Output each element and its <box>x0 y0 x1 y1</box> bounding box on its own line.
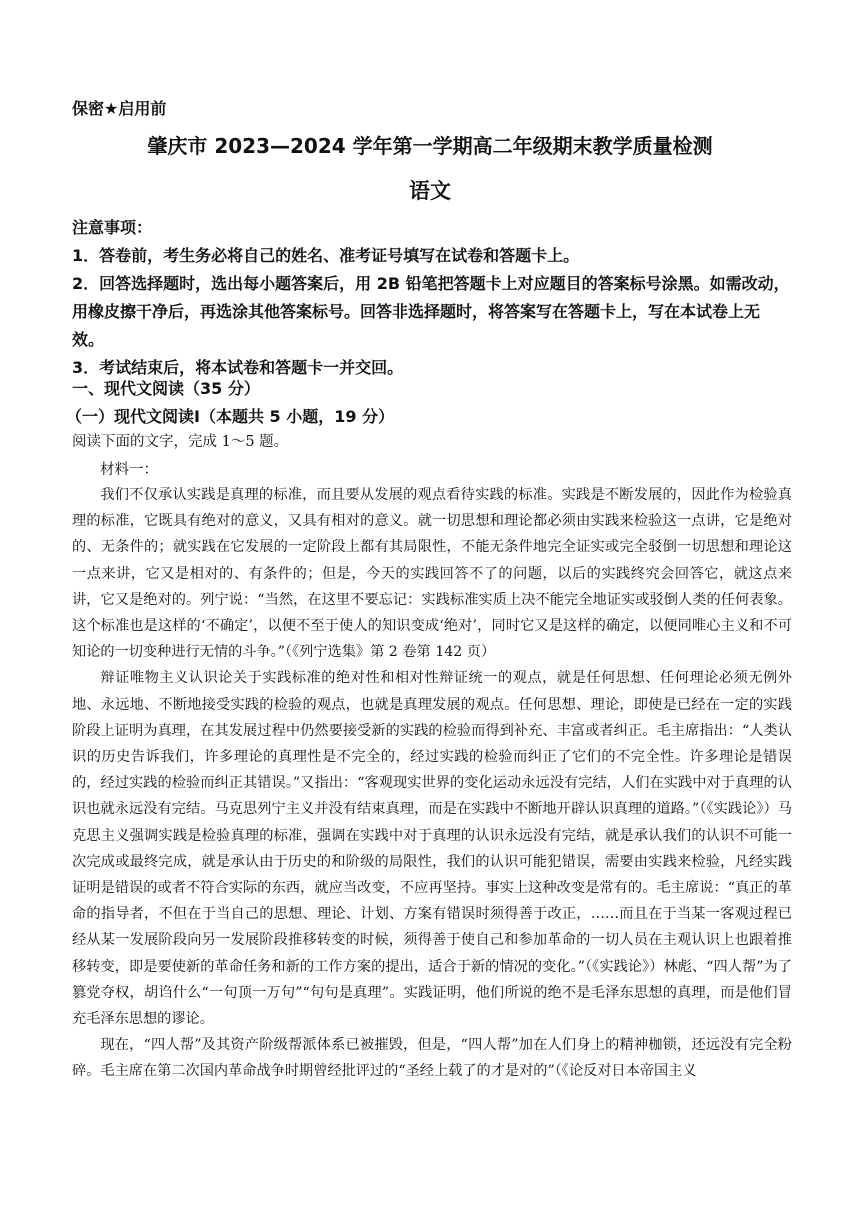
notice-heading: 注意事项： <box>72 218 153 237</box>
passage-paragraph-2: 辩证唯物主义认识论关于实践标准的绝对性和相对性辩证统一的观点，就是任何思想、任何理论必须无例外地、永远地、不断地接受实践的检验的观点，也就是真理发展的观点。任何思想、理论，即使是已经在一定的实践阶段上证明为真理，在其发展过程中仍然要接受新的实践的检验而得到补充、丰富或者纠正。毛主席指出：“人类认识的历史告诉我们，许多理论的真理性是不完全的，经过实践的检验而纠正了它们的不完全性。许多理论是错误的，经过实践的检验而纠正其错误。”又指出：“客观现实世界的变化运动永远没有完结，人们在实践中对于真理的认识也就永远没有完结。马克思列宁主义并没有结束真理，而是在实践中不断地开辟认识真理的道路。”（《实践论》）马克思主义强调实践是检验真理的标准，强调在实践中对于真理的认识永远没有完结，就是承认我们的认识不可能一次完成或最终完成，就是承认由于历史的和阶级的局限性，我们的认识可能犯错误，需要由实践来检验，凡经实践证明是错误的或者不符合实际的东西，就应当改变，不应再坚持。事实上这种改变是常有的。毛主席说：“真正的革命的指导者，不但在于当自己的思想、理论、计划、方案有错误时须得善于改正，……而且在于当某一客观过程已经从某一发展阶段向另一发展阶段推移转变的时候，须得善于使自己和参加革命的一切人员在主观认识上也跟着推移转变，即是要使新的革命任务和新的工作方案的提出，适合于新的情况的变化。”（《实践论》）林彪、“四人帮”为了篡党夺权，胡诌什么“一句顶一万句”“句句是真理”。实践证明，他们所说的绝不是毛泽东思想的真理，而是他们冒充毛泽东思想的谬论。 <box>72 670 792 1028</box>
confidential-label: 保密★启用前 <box>72 99 167 118</box>
passage-body <box>72 482 792 1085</box>
passage-paragraph-3: 现在，“四人帮”及其资产阶级帮派体系已被摧毁，但是，“四人帮”加在人们身上的精神枷锁，还远没有完全粉碎。毛主席在第二次国内革命战争时期曾经批评过的“圣经上载了的才是对的”（《论反对日本帝国主义 <box>72 1037 792 1080</box>
part-heading: 一、现代文阅读（35 分） <box>72 379 260 398</box>
reading-instruction: 阅读下面的文字，完成 1～5 题。 <box>72 434 289 450</box>
sub-heading: （一）现代文阅读Ⅰ（本题共 5 小题，19 分） <box>66 407 395 426</box>
notice-item-2: 2．回答选择题时，选出每小题答案后，用 2B 铅笔把答题卡上对应题目的答案标号涂黑。如需改动，用橡皮擦干净后，再选涂其他答案标号。回答非选择题时，将答案写在答题卡上，写在本试卷上无效。 <box>72 274 790 349</box>
notice-item-3: 3．考试结束后，将本试卷和答题卡一并交回。 <box>72 358 404 377</box>
subject-title: 语文 <box>409 179 451 203</box>
notice-item-1: 1．答卷前，考生务必将自己的姓名、准考证号填写在试卷和答题卡上。 <box>72 246 580 265</box>
passage-paragraph-1: 我们不仅承认实践是真理的标准，而且要从发展的观点看待实践的标准。实践是不断发展的，因此作为检验真理的标准，它既具有绝对的意义，又具有相对的意义。就一切思想和理论都必须由实践来检验这一点讲，它是绝对的、无条件的；就实践在它发展的一定阶段上都有其局限性，不能无条件地完全证实或完全驳倒一切思想和理论这一点来讲，它又是相对的、有条件的；但是，今天的实践回答不了的问题，以后的实践终究会回答它，就这点来讲，它又是绝对的。列宁说：“当然，在这里不要忘记：实践标准实质上决不能完全地证实或驳倒人类的任何表象。这个标准也是这样的‘不确定’，以便不至于使人的知识变成‘绝对’，同时它又是这样的确定，以便同唯心主义和不可知论的一切变种进行无情的斗争。”（《列宁选集》第 2 卷第 142 页） <box>72 487 792 661</box>
notice-block <box>72 214 790 382</box>
material-label: 材料一： <box>100 462 158 478</box>
exam-title: 肇庆市 2023—2024 学年第一学期高二年级期末教学质量检测 <box>147 134 713 158</box>
section-headings <box>66 375 790 431</box>
